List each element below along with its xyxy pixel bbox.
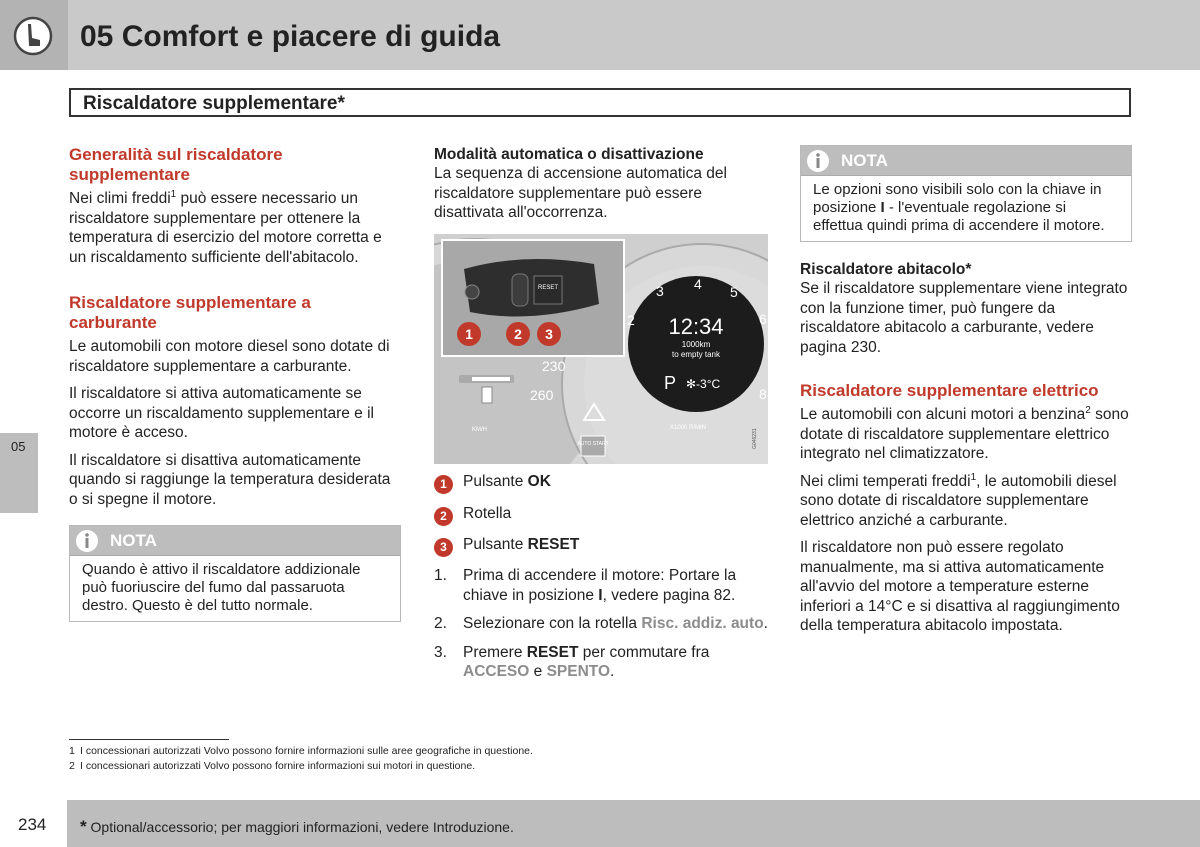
- heading-fuel-heater: Riscaldatore supplementare a carburante: [69, 293, 311, 332]
- info-icon: [806, 149, 830, 173]
- rpm-number: 2: [627, 312, 635, 328]
- rpm-number: 6: [759, 311, 767, 327]
- chapter-title: 05 Comfort e piacere di guida: [80, 20, 501, 53]
- procedure-steps: [434, 566, 768, 691]
- instrument-cluster-illustration: [434, 234, 768, 464]
- rpm-number: 4: [694, 276, 702, 292]
- speed-unit-label: KM/H: [472, 427, 487, 433]
- rpm-number: 5: [730, 284, 738, 300]
- step-item: 3. Premere RESET per commutare fra ACCESO e SPENTO.: [434, 643, 710, 680]
- legend-badge: 2: [434, 507, 453, 526]
- range-value: 1000km: [681, 340, 711, 349]
- side-tab-label: 05: [11, 439, 26, 454]
- clock-display: 12:34: [668, 314, 724, 339]
- column-1: [69, 145, 401, 622]
- heading-cabin-heater: Riscaldatore abitacolo*: [800, 261, 972, 278]
- paragraph-activation: Il riscaldatore si attiva automaticamente se occorre un riscaldamento supplementare e il motore è acceso.: [69, 385, 374, 441]
- paragraph-deactivation: Il riscaldatore si disattiva automaticamente quando si raggiunge la temperatura desiderata o si spegne il motore.: [69, 451, 391, 508]
- callout-2: 2: [514, 326, 522, 342]
- reset-label: RESET: [537, 285, 559, 291]
- paragraph-petrol: Le automobili con alcuni motori a benzina$^2$ sono dotate di riscaldatore supplementare elettrico integrato nel climatizzatore.: [800, 404, 1129, 462]
- footnote-divider: [69, 739, 229, 740]
- footer-note: * Optional/accessorio; per maggiori informazioni, vedere Introduzione.: [80, 817, 514, 836]
- note-label: NOTA: [841, 151, 888, 170]
- legend-item: 3 Pulsante RESET: [434, 536, 768, 568]
- column-2: [434, 145, 768, 231]
- paragraph-diesel-electric: Nei climi temperati freddi$^1$, le automobili diesel sono dotate di riscaldatore supplementare elettrico anziché a carburante.: [800, 471, 1117, 529]
- car-seat-icon: [13, 16, 53, 56]
- figure-legend: [434, 473, 768, 568]
- heading-general: Generalità sul riscaldatore supplementare: [69, 145, 283, 184]
- heading-auto-mode: Modalità automatica o disattivazione: [434, 146, 704, 163]
- range-label: to empty tank: [671, 350, 721, 359]
- note-box-2: [800, 145, 1132, 242]
- paragraph-electric-auto: Il riscaldatore non può essere regolato manualmente, ma si attiva automaticamente all'avvio del motore a temperature esterne inferiori a 14°C e si disattiva al raggiungimento della temperatura abitacolo impostata.: [800, 539, 1120, 634]
- footnotes: [69, 744, 533, 773]
- legend-item: 2 Rotella: [434, 505, 768, 537]
- rpm-unit-label: X1000 R/MIN: [670, 425, 707, 431]
- auto-start-label: AUTO START: [577, 441, 609, 447]
- rpm-number: 8: [759, 386, 767, 402]
- note-box-1: [69, 525, 401, 622]
- footnote: 1 I concessionari autorizzati Volvo possono fornire informazioni sulle aree geografiche in questione.: [69, 745, 533, 757]
- section-title: Riscaldatore supplementare*: [69, 88, 1131, 117]
- note-header: [70, 526, 400, 556]
- info-icon: [75, 529, 99, 553]
- footnote: 2 I concessionari autorizzati Volvo possono fornire informazioni sui motori in questione.: [69, 759, 476, 772]
- note-label: NOTA: [110, 531, 157, 550]
- step-item: 2. Selezionare con la rotella Risc. addiz. auto.: [434, 615, 768, 632]
- note-text: Le opzioni sono visibili solo con la chiave in posizione I - l'eventuale regolazione si effettua quindi prima di accendere il motore.: [813, 181, 1105, 234]
- paragraph-diesel: Le automobili con motore diesel sono dotate di riscaldatore supplementare a carburante.: [69, 338, 390, 375]
- callout-1: 1: [465, 326, 473, 342]
- outside-temp: ✻-3°C: [686, 377, 721, 391]
- paragraph-auto-mode: La sequenza di accensione automatica del riscaldatore supplementare può essere disattivata all'occorrenza.: [434, 165, 727, 221]
- paragraph-cabin-heater: Se il riscaldatore supplementare viene integrato con la funzione timer, può fungere da riscaldatore abitacolo a carburante, vedere pagina 230.: [800, 280, 1128, 356]
- legend-item: 1 Pulsante OK: [434, 473, 768, 505]
- legend-badge: 3: [434, 538, 453, 557]
- side-tab: [0, 433, 38, 513]
- step-item: 1. Prima di accendere il motore: Portare la chiave in posizione I, vedere pagina 82.: [434, 567, 737, 604]
- header-icon-box: [0, 0, 68, 70]
- gear-indicator: P: [664, 373, 677, 393]
- speed-number: 260: [530, 387, 554, 403]
- heading-electric-heater: Riscaldatore supplementare elettrico: [800, 381, 1099, 400]
- column-3: [800, 145, 1132, 644]
- speed-number: 230: [542, 358, 566, 374]
- note-text: Quando è attivo il riscaldatore addizionale può fuoriuscire del fumo dal passaruota destro. Questo è del tutto normale.: [82, 561, 361, 614]
- note-header: [801, 146, 1131, 176]
- rpm-number: 3: [656, 283, 664, 299]
- legend-badge: 1: [434, 475, 453, 494]
- image-code: G046231: [752, 428, 758, 449]
- page-number: 234: [18, 815, 47, 834]
- paragraph-general: Nei climi freddi$^1$ può essere necessario un riscaldatore supplementare per ottenere la temperatura di esercizio del motore corretta e un riscaldamento sufficiente dell'abitacolo.: [69, 188, 382, 266]
- callout-3: 3: [545, 326, 553, 342]
